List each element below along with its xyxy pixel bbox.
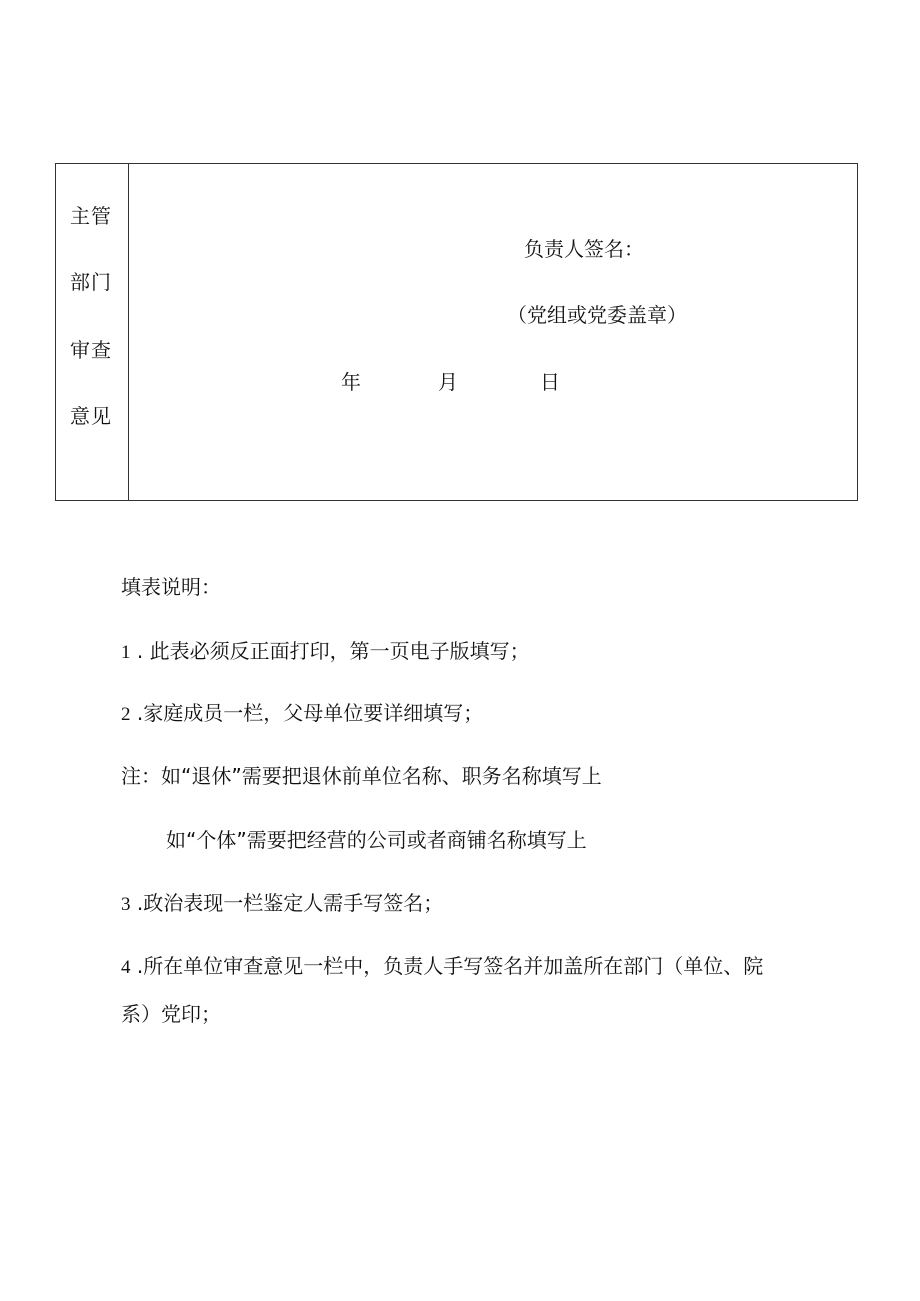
instruction-item-4-continued: [121, 1002, 221, 1026]
instruction-number: 2: [121, 704, 131, 725]
row-label-line-1: 主管: [70, 204, 112, 228]
row-label-line-2: 部门: [70, 270, 112, 294]
seal-label: （党组或党委盖章）: [507, 303, 687, 327]
instruction-number: 1: [121, 642, 131, 663]
date-year-label: 年: [341, 370, 361, 394]
instruction-text: 如“个体”需要把经营的公司或者商铺名称填写上: [166, 828, 587, 852]
instruction-item-2: [121, 701, 483, 727]
row-label-line-3: 审查: [70, 338, 112, 362]
instruction-number: 4: [121, 957, 131, 978]
signature-label: 负责人签名：: [524, 237, 644, 261]
instruction-item-4: [121, 954, 763, 980]
instruction-note-individual: [166, 828, 587, 852]
instruction-text: .所在单位审查意见一栏中，负责人手写签名并加盖所在部门（单位、院: [130, 954, 764, 978]
review-opinion-table: [55, 163, 858, 501]
row-label-cell: [56, 164, 129, 500]
instruction-number: 3: [121, 894, 131, 915]
instruction-text: .家庭成员一栏，父母单位要详细填写；: [130, 701, 484, 725]
instruction-item-1: [121, 639, 530, 665]
date-day-label: 日: [540, 370, 560, 394]
instruction-text: 系）党印；: [121, 1002, 221, 1026]
instruction-text: . 此表必须反正面打印，第一页电子版填写；: [130, 639, 530, 663]
row-label-line-4: 意见: [70, 404, 112, 428]
instruction-note-retired: [121, 764, 602, 788]
instructions-title: 填表说明：: [121, 575, 221, 599]
instruction-text: .政治表现一栏鉴定人需手写签名；: [130, 891, 444, 915]
instruction-text: 注：如“退休”需要把退休前单位名称、职务名称填写上: [121, 764, 602, 788]
date-month-label: 月: [438, 370, 458, 394]
instruction-item-3: [121, 891, 443, 917]
